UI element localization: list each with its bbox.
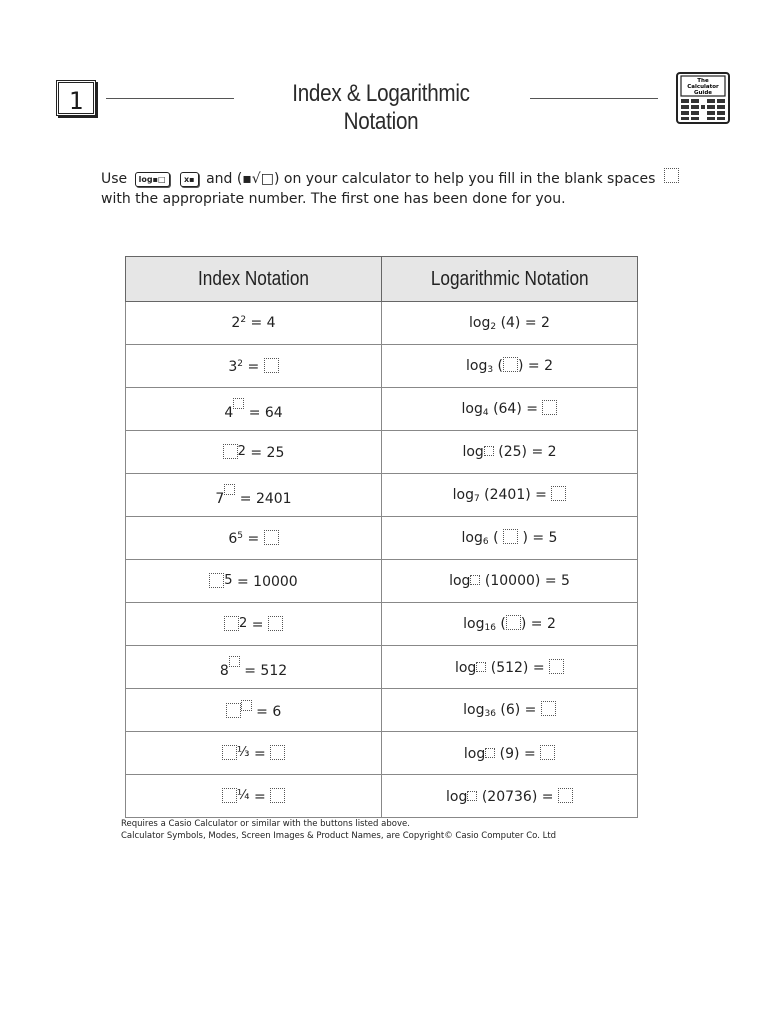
answer-blank[interactable] [270,745,285,760]
log-cell [382,345,638,388]
log-word: log [454,659,477,676]
answer-blank[interactable] [549,659,564,674]
section-number: 1 [56,80,96,116]
logo-text-1: The [697,78,709,84]
log-argument: (20736) [481,788,538,805]
index-cell [126,388,382,431]
header-log-label: Logarithmic Notation [430,267,589,290]
index-cell [126,431,382,474]
log-word: log [463,616,485,632]
log-base: 7 [473,494,480,504]
log-base: 3 [487,365,494,375]
index-cell [126,732,382,775]
instructions-line-1 [101,168,701,189]
blank-box-example [664,168,679,183]
logo-text-2: Calculator [687,84,719,90]
intro-and: and [206,171,233,187]
log-cell [382,388,638,431]
log-base: 2 [490,321,497,332]
log-result: = [532,659,545,676]
index-base: 4 [224,404,234,421]
log-result: = [524,702,537,718]
answer-blank[interactable] [223,444,238,459]
log-result: = [523,745,536,762]
log-result: = [535,487,547,503]
log-open-paren: ( [493,530,499,546]
index-result: = 10000 [237,573,298,590]
log-cell [382,517,638,560]
answer-blank[interactable] [264,358,279,373]
log-close: ) = 5 [522,530,558,546]
log-cell [382,646,638,689]
notation-table [125,256,638,818]
index-base: 3 [228,358,238,375]
log-cell [382,775,638,818]
index-base: 2 [231,315,241,331]
index-result: = 4 [250,315,276,331]
index-exponent: 5 [224,572,233,588]
answer-blank[interactable] [542,400,557,415]
table-row [126,431,638,474]
log-argument: (9) [499,745,520,762]
answer-blank[interactable] [506,615,521,630]
index-result: = 25 [250,444,285,461]
answer-blank[interactable] [470,575,480,585]
log-open-paren: ( [497,358,503,374]
index-result: = 64 [248,404,283,421]
log-close: ) = 2 [518,358,553,374]
answer-blank[interactable] [226,703,241,718]
log-base: 36 [484,709,496,719]
log-argument: (64) [493,401,522,417]
index-exponent: 2 [237,358,243,369]
log-result: = 5 [544,573,570,589]
index-cell [126,775,382,818]
index-result: = [253,745,266,762]
table-row [126,732,638,775]
log-result: = [526,401,538,417]
log-open-paren: ( [500,616,506,632]
log-argument: (4) [500,314,521,331]
index-result: = [247,530,260,547]
header-rule-left [106,98,234,99]
answer-blank[interactable] [222,745,237,760]
log-cell [382,689,638,732]
log-argument: (2401) [484,487,531,503]
log-argument: (6) [500,702,521,718]
index-cell [126,603,382,646]
answer-blank[interactable] [270,788,285,803]
calculator-guide-logo-icon [676,72,730,124]
page-header [56,78,760,135]
table-row [126,689,638,732]
index-exponent: 2 [237,443,246,459]
index-cell [126,302,382,345]
log-word: log [449,573,471,589]
log-word: log [463,702,485,718]
log-key-icon: log▪□ [135,172,170,187]
answer-blank[interactable] [467,791,477,801]
log-word: log [446,788,468,805]
index-exponent: 2 [240,315,247,325]
answer-blank[interactable] [540,745,555,760]
index-result: = [247,358,260,375]
log-cell [382,732,638,775]
header-index-label: Index Notation [198,267,309,290]
answer-blank[interactable] [484,446,494,456]
log-cell [382,560,638,603]
answer-blank[interactable] [224,484,235,495]
index-exponent: 5 [237,530,243,541]
instructions-line-2: with the appropriate number. The first one has been done for you. [101,191,566,207]
header-log-notation [382,257,638,302]
footer-notes [121,818,681,842]
index-cell [126,646,382,689]
log-word: log [463,745,486,762]
log-result: = 2 [524,314,550,331]
header-rule-right [530,98,658,99]
answer-blank[interactable] [503,357,518,372]
answer-blank[interactable] [233,398,244,409]
answer-blank[interactable] [224,616,239,631]
instructions [101,168,701,209]
table-row [126,345,638,388]
index-cell [126,517,382,560]
index-result: = 512 [244,662,288,679]
root-key-icon: (▪√□) [236,171,280,187]
index-result: = [251,616,264,633]
footer-requirement: Requires a Casio Calculator or similar with the buttons listed above. [121,819,410,829]
index-result: = 6 [256,704,282,720]
index-result: = [253,788,266,805]
intro-line1-rest: on your calculator to help you fill in the blank spaces [283,171,656,187]
answer-blank[interactable] [222,788,237,803]
intro-use: Use [101,171,128,187]
answer-blank[interactable] [485,748,495,758]
log-word: log [452,487,474,503]
table-row [126,560,638,603]
answer-blank[interactable] [558,788,573,803]
log-word: log [461,401,483,417]
index-base: 6 [228,530,238,547]
page-title: Index & Logarithmic Notation [292,80,470,135]
log-close: ) = 2 [520,616,556,632]
index-cell [126,474,382,517]
log-cell [382,603,638,646]
index-cell [126,689,382,732]
index-cell [126,345,382,388]
answer-blank[interactable] [241,700,252,711]
answer-blank[interactable] [264,530,279,545]
index-base: 7 [215,490,225,507]
table-row [126,474,638,517]
table-header-row [126,257,638,302]
footer-copyright: Calculator Symbols, Modes, Screen Images & Product Names, are Copyright© Casio Computer Co. Ltd [121,831,557,841]
table-row [126,517,638,560]
table-row [126,775,638,818]
log-result: = [541,788,554,805]
answer-blank[interactable] [541,701,556,716]
log-cell [382,302,638,345]
log-word: log [462,444,484,460]
table-row [126,646,638,689]
answer-blank[interactable] [268,616,283,631]
index-result: = 2401 [239,490,292,507]
header-index-notation [126,257,382,302]
log-argument: (25) [498,444,527,460]
log-word: log [466,358,488,374]
logo-text-3: Guide [694,90,712,96]
log-word: log [461,530,483,546]
answer-blank[interactable] [551,486,566,501]
answer-blank[interactable] [229,656,240,667]
log-result: = 2 [531,444,557,460]
index-exponent: ¼ [236,787,250,803]
table-row [126,388,638,431]
log-cell [382,474,638,517]
index-exponent: ⅓ [236,744,250,760]
log-cell [382,431,638,474]
index-exponent: 2 [239,615,248,631]
power-key-icon: x▪ [180,172,199,187]
answer-blank[interactable] [209,573,224,588]
log-base: 16 [484,623,496,633]
log-base: 4 [482,408,489,418]
answer-blank[interactable] [476,662,486,672]
table-row [126,603,638,646]
index-base: 8 [219,662,229,679]
log-argument: (512) [490,659,529,676]
log-word: log [469,314,491,331]
table-row [126,302,638,345]
log-argument: (10000) [484,573,541,589]
answer-blank[interactable] [503,529,518,544]
index-cell [126,560,382,603]
log-base: 6 [482,537,489,547]
